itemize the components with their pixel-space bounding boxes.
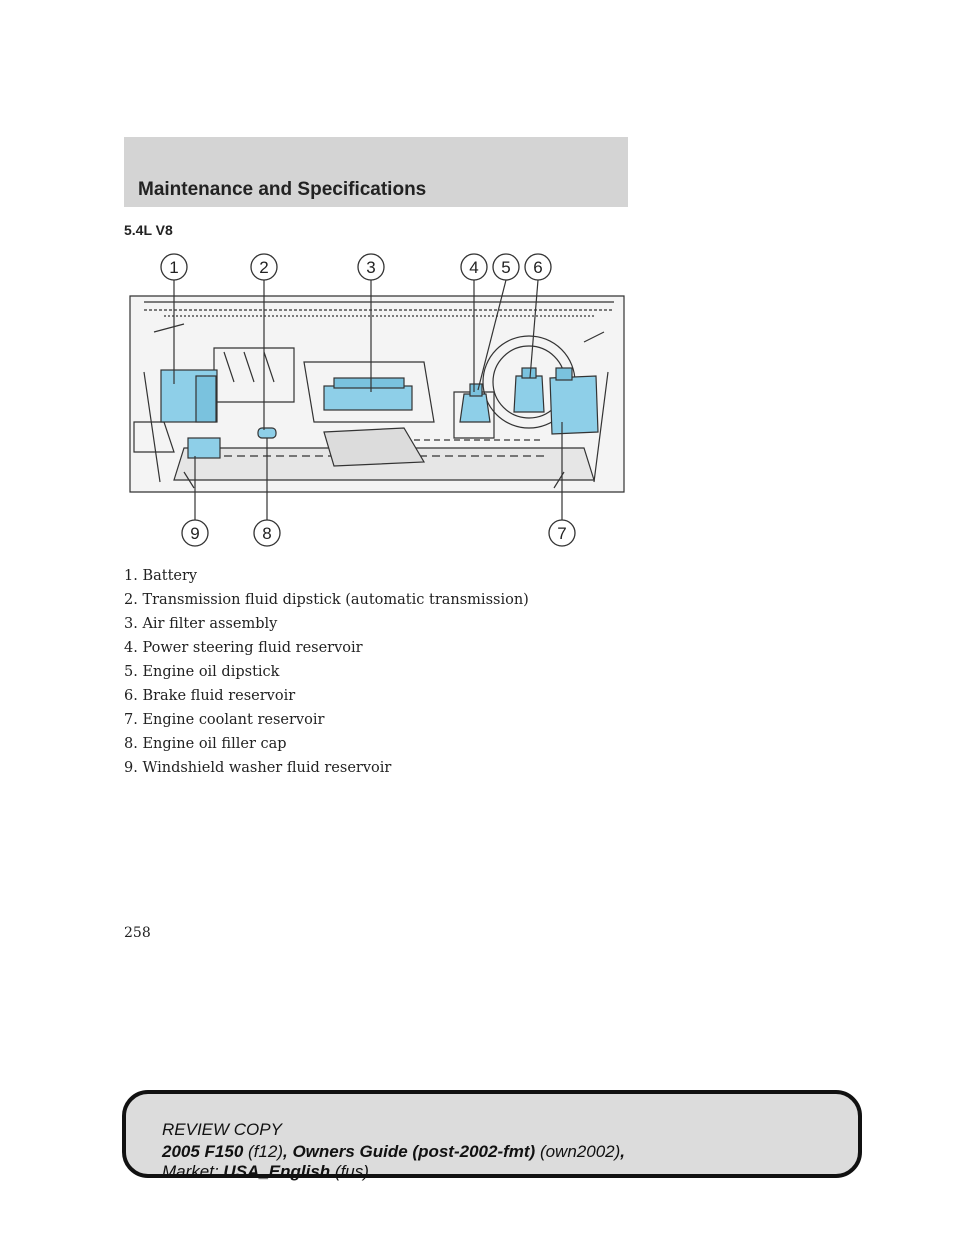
market-name: USA_English bbox=[223, 1162, 331, 1181]
component-legend bbox=[124, 564, 529, 780]
legend-item: 9. Windshield washer fluid reservoir bbox=[124, 760, 392, 776]
review-copy-box bbox=[122, 1090, 862, 1181]
page-number: 258 bbox=[124, 925, 151, 941]
engine-subheading: 5.4L V8 bbox=[124, 222, 173, 238]
callout-6: 6 bbox=[533, 258, 543, 277]
section-title: Maintenance and Specifications bbox=[138, 179, 427, 200]
callout-2: 2 bbox=[259, 258, 269, 277]
callout-8: 8 bbox=[262, 524, 272, 543]
callout-1: 1 bbox=[169, 258, 179, 277]
coolant-reservoir-shape bbox=[550, 376, 598, 434]
guide-separator: , bbox=[620, 1142, 625, 1161]
legend-item: 3. Air filter assembly bbox=[124, 616, 278, 632]
market-label: Market: bbox=[162, 1162, 219, 1181]
review-model-line bbox=[162, 1142, 625, 1162]
section-header-band bbox=[124, 137, 628, 207]
air-filter-shape bbox=[324, 386, 412, 410]
engine-diagram-svg bbox=[124, 252, 628, 552]
brake-reservoir-shape bbox=[514, 376, 544, 412]
guide-code: (own2002) bbox=[539, 1142, 621, 1161]
legend-item: 1. Battery bbox=[124, 568, 198, 584]
legend-item: 4. Power steering fluid reservoir bbox=[124, 640, 363, 656]
power-steering-reservoir-shape bbox=[460, 394, 490, 422]
legend-item: 6. Brake fluid reservoir bbox=[124, 688, 296, 704]
model-name: 2005 F150 bbox=[162, 1142, 244, 1161]
washer-reservoir-shape bbox=[188, 438, 220, 458]
legend-item: 2. Transmission fluid dipstick (automatic transmission) bbox=[124, 592, 529, 608]
callout-3: 3 bbox=[366, 258, 376, 277]
model-code: (f12) bbox=[248, 1142, 283, 1161]
guide-name: , Owners Guide (post-2002-fmt) bbox=[283, 1142, 536, 1161]
oil-filler-cap-shape bbox=[258, 428, 276, 438]
legend-item: 7. Engine coolant reservoir bbox=[124, 712, 325, 728]
engine-compartment-diagram bbox=[124, 252, 628, 552]
callout-4: 4 bbox=[469, 258, 479, 277]
callout-5: 5 bbox=[501, 258, 511, 277]
market-code: (fus) bbox=[334, 1162, 369, 1181]
legend-item: 5. Engine oil dipstick bbox=[124, 664, 280, 680]
review-market-line bbox=[162, 1162, 369, 1182]
callout-7: 7 bbox=[557, 524, 567, 543]
callout-9: 9 bbox=[190, 524, 200, 543]
legend-item: 8. Engine oil filler cap bbox=[124, 736, 287, 752]
review-copy-label: REVIEW COPY bbox=[162, 1120, 282, 1139]
